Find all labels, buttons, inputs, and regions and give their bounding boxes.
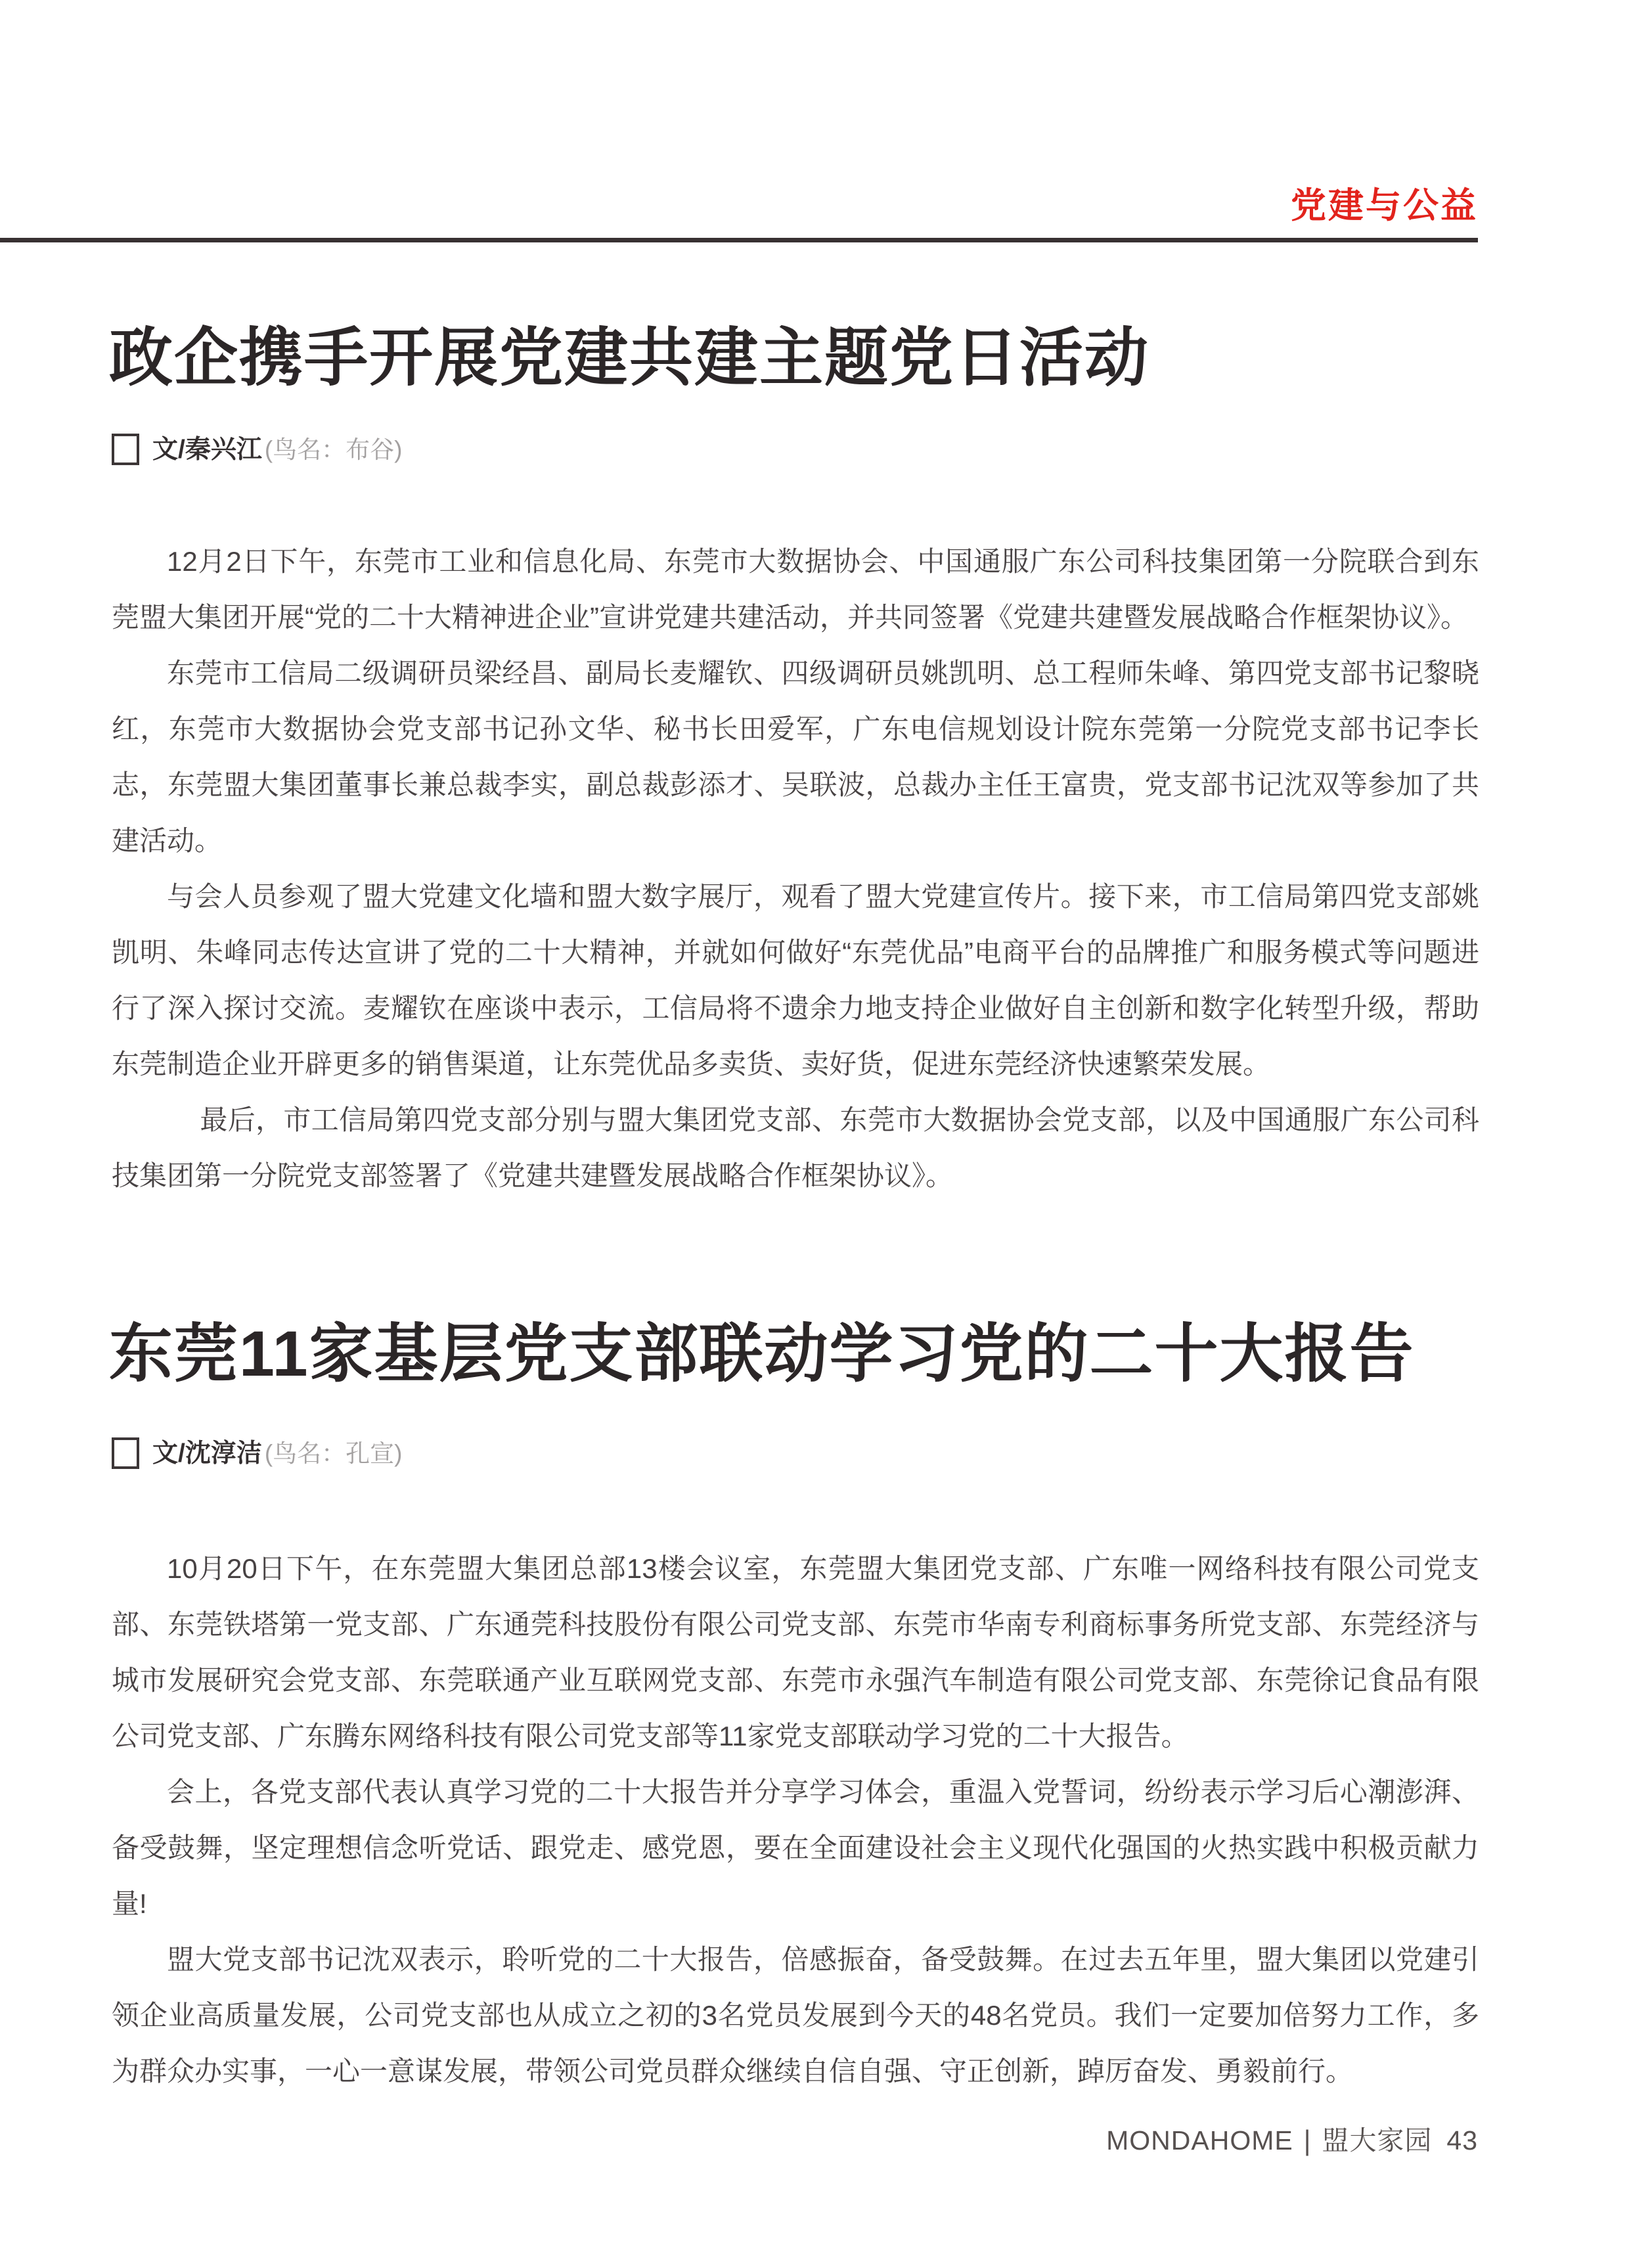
- footer-magazine-name: 盟大家园: [1322, 2125, 1433, 2156]
- header-divider-rule: [0, 238, 1478, 242]
- page-footer: [1106, 2124, 1478, 2157]
- article1-byline: [112, 434, 403, 465]
- footer-brand: MONDAHOME: [1106, 2125, 1293, 2156]
- article2-paragraph: 盟大党支部书记沈双表示，聆听党的二十大报告，倍感振奋，备受鼓舞。在过去五年里，盟大集团以党建引领企业高质量发展，公司党支部也从成立之初的3名党员发展到今天的48名党员。我们一定要加倍努力工作，多为群众办实事，一心一意谋发展，带领公司党员群众继续自信自强、守正创新，踔厉奋发、勇毅前行。: [112, 1944, 1479, 2087]
- article2-author-birdname: (鸟名：孔宣): [264, 1439, 403, 1467]
- article1-paragraph: 最后，市工信局第四党支部分别与盟大集团党支部、东莞市大数据协会党支部，以及中国通服广东公司科技集团第一分院党支部签署了《党建共建暨发展战略合作框架协议》。: [112, 1104, 1479, 1191]
- article1-paragraph: 与会人员参观了盟大党建文化墙和盟大数字展厅，观看了盟大党建宣传片。接下来，市工信局第四党支部姚凯明、朱峰同志传达宣讲了党的二十大精神，并就如何做好“东莞优品”电商平台的品牌推广和服务模式等问题进行了深入探讨交流。麦耀钦在座谈中表示，工信局将不遗余力地支持企业做好自主创新和数字化转型升级，帮助东莞制造企业开辟更多的销售渠道，让东莞优品多卖货、卖好货，促进东莞经济快速繁荣发展。: [112, 881, 1479, 1079]
- footer-separator: |: [1303, 2124, 1312, 2157]
- article1-body: [112, 533, 1479, 1204]
- article2-body: [112, 1541, 1479, 2099]
- article1-paragraph: 12月2日下午，东莞市工业和信息化局、东莞市大数据协会、中国通服广东公司科技集团第一分院联合到东莞盟大集团开展“党的二十大精神进企业”宣讲党建共建活动，并共同签署《党建共建暨发展战略合作框架协议》。: [112, 546, 1479, 633]
- article1-paragraph: 东莞市工信局二级调研员梁经昌、副局长麦耀钦、四级调研员姚凯明、总工程师朱峰、第四党支部书记黎晓红，东莞市大数据协会党支部书记孙文华、秘书长田爱军，广东电信规划设计院东莞第一分院党支部书记李长志，东莞盟大集团董事长兼总裁李实，副总裁彭添才、吴联波，总裁办主任王富贵，党支部书记沈双等参加了共建活动。: [112, 658, 1479, 856]
- article2-title: 东莞11家基层党支部联动学习党的二十大报告: [109, 1318, 1415, 1389]
- article2-author: 文/沈淳洁: [152, 1439, 262, 1468]
- article2-paragraph: 10月20日下午，在东莞盟大集团总部13楼会议室，东莞盟大集团党支部、广东唯一网络科技有限公司党支部、东莞铁塔第一党支部、广东通莞科技股份有限公司党支部、东莞市华南专利商标事务所党支部、东莞经济与城市发展研究会党支部、东莞联通产业互联网党支部、东莞市永强汽车制造有限公司党支部、东莞徐记食品有限公司党支部、广东腾东网络科技有限公司党支部等11家党支部联动学习党的二十大报告。: [112, 1553, 1479, 1751]
- article1-author: 文/秦兴江: [152, 435, 262, 464]
- article2-paragraph: 会上，各党支部代表认真学习党的二十大报告并分享学习体会，重温入党誓词，纷纷表示学习后心潮澎湃、备受鼓舞，坚定理想信念听党话、跟党走、感党恩，要在全面建设社会主义现代化强国的火热实践中积极贡献力量!: [112, 1776, 1479, 1919]
- footer-page-number: 43: [1446, 2125, 1478, 2156]
- article1-title: 政企携手开展党建共建主题党日活动: [109, 322, 1150, 394]
- byline-square-icon: [112, 434, 139, 465]
- article2-byline: [112, 1437, 403, 1469]
- byline-square-icon: [112, 1437, 139, 1469]
- section-label: 党建与公益: [1291, 186, 1478, 225]
- article1-author-birdname: (鸟名：布谷): [264, 436, 403, 463]
